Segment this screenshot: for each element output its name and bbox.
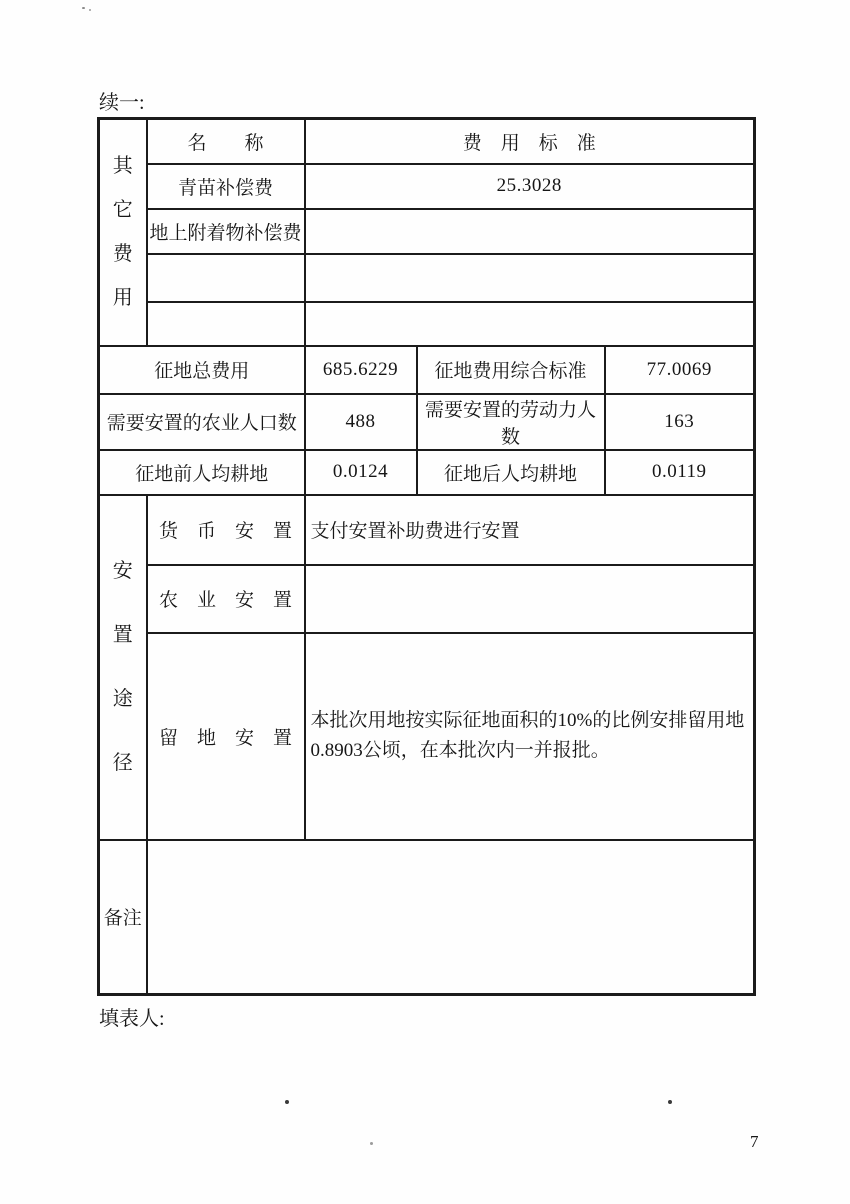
land-expropriation-fee-table <box>97 117 756 996</box>
scan-speck <box>89 9 91 11</box>
scan-speck <box>370 1142 373 1145</box>
empty-fee-value-cell <box>305 302 755 346</box>
per-capita-after-value-cell: 0.0119 <box>605 450 755 495</box>
monetary-resettlement-detail-cell: 支付安置补助费进行安置 <box>305 495 755 565</box>
empty-fee-label-cell <box>147 302 305 346</box>
attachments-fee-value-cell <box>305 209 755 254</box>
total-cost-value-cell: 685.6229 <box>305 346 417 394</box>
form-filler-label: 填表人: <box>99 1008 165 1030</box>
comprehensive-standard-value-cell: 77.0069 <box>605 346 755 394</box>
per-capita-after-label-cell: 征地后人均耕地 <box>417 450 605 495</box>
other-fees-vertical-text: 其 它 费 用 <box>112 155 133 310</box>
per-capita-before-label-cell: 征地前人均耕地 <box>99 450 305 495</box>
agri-population-value-cell: 488 <box>305 394 417 450</box>
comprehensive-standard-label-cell: 征地费用综合标准 <box>417 346 605 394</box>
land-retention-resettlement-label-cell: 留 地 安 置 <box>147 633 305 840</box>
young-crops-fee-value-cell: 25.3028 <box>305 164 755 209</box>
resettlement-section-label <box>99 495 147 840</box>
total-cost-label-cell: 征地总费用 <box>99 346 305 394</box>
empty-fee-value-cell <box>305 254 755 302</box>
monetary-resettlement-label-cell: 货 币 安 置 <box>147 495 305 565</box>
agricultural-resettlement-detail-cell <box>305 565 755 633</box>
remarks-label-cell: 备注 <box>99 840 147 995</box>
labor-count-label-cell: 需要安置的劳动力人数 <box>417 394 605 450</box>
resettlement-vertical-text: 安 置 途 径 <box>112 560 133 774</box>
labor-count-value-cell: 163 <box>605 394 755 450</box>
agricultural-resettlement-label-cell: 农 业 安 置 <box>147 565 305 633</box>
fee-name-header-cell: 名 称 <box>147 119 305 164</box>
fee-standard-header-cell: 费 用 标 准 <box>305 119 755 164</box>
empty-fee-label-cell <box>147 254 305 302</box>
scan-speck <box>285 1100 289 1104</box>
page-number: 7 <box>750 1132 759 1151</box>
young-crops-fee-label-cell: 青苗补偿费 <box>147 164 305 209</box>
scan-speck <box>668 1100 672 1104</box>
agri-population-label-cell: 需要安置的农业人口数 <box>99 394 305 450</box>
remarks-content-cell <box>147 840 755 995</box>
continuation-label: 续一: <box>99 92 145 114</box>
attachments-fee-label-cell: 地上附着物补偿费 <box>147 209 305 254</box>
other-fees-section-label <box>99 119 147 346</box>
land-retention-resettlement-detail-cell: 本批次用地按实际征地面积的10%的比例安排留用地0.8903公顷，在本批次内一并报批。 <box>305 633 755 840</box>
per-capita-before-value-cell: 0.0124 <box>305 450 417 495</box>
scan-speck <box>82 7 85 9</box>
